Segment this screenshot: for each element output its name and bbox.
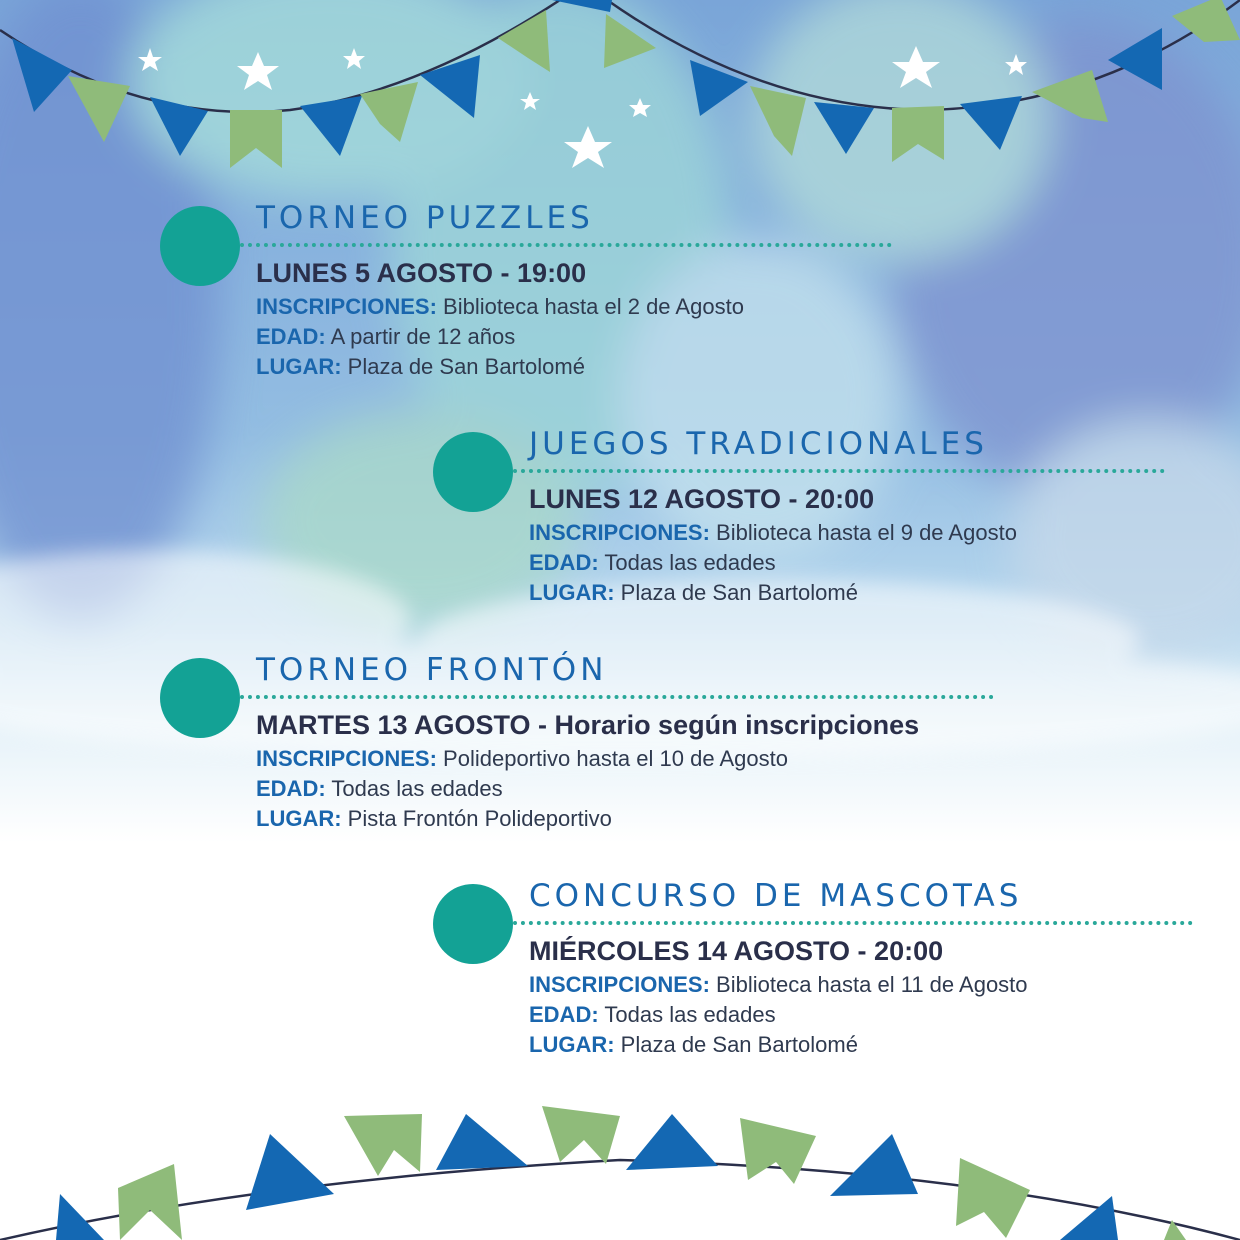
edad-value: Todas las edades bbox=[604, 550, 776, 575]
teal-dot-icon bbox=[433, 432, 513, 512]
edad-label: EDAD: bbox=[529, 1002, 599, 1027]
event-inscripciones bbox=[529, 520, 1017, 546]
event-date: MARTES 13 AGOSTO - Horario según inscripciones bbox=[256, 710, 920, 740]
edad-value: Todas las edades bbox=[331, 776, 503, 801]
edad-value: Todas las edades bbox=[604, 1002, 776, 1027]
teal-dot-icon bbox=[160, 206, 240, 286]
event-inscripciones bbox=[256, 746, 788, 772]
event-edad bbox=[256, 324, 515, 350]
dotted-divider bbox=[240, 695, 994, 699]
event-edad bbox=[529, 550, 776, 576]
edad-value: A partir de 12 años bbox=[330, 324, 516, 349]
inscripciones-label: INSCRIPCIONES: bbox=[256, 746, 437, 771]
lugar-value: Plaza de San Bartolomé bbox=[620, 1032, 858, 1057]
event-title: TORNEO FRONTÓN bbox=[256, 652, 608, 688]
event-lugar bbox=[256, 354, 585, 380]
inscripciones-value: Polideportivo hasta el 10 de Agosto bbox=[443, 746, 788, 771]
dotted-divider bbox=[240, 243, 892, 247]
edad-label: EDAD: bbox=[256, 776, 326, 801]
event-inscripciones bbox=[529, 972, 1028, 998]
event-edad bbox=[256, 776, 503, 802]
lugar-label: LUGAR: bbox=[256, 806, 342, 831]
teal-dot-icon bbox=[160, 658, 240, 738]
lugar-value: Pista Frontón Polideportivo bbox=[347, 806, 612, 831]
event-lugar bbox=[529, 1032, 858, 1058]
event-lugar bbox=[529, 580, 858, 606]
lugar-value: Plaza de San Bartolomé bbox=[620, 580, 858, 605]
inscripciones-value: Biblioteca hasta el 9 de Agosto bbox=[716, 520, 1017, 545]
lugar-label: LUGAR: bbox=[529, 580, 615, 605]
edad-label: EDAD: bbox=[256, 324, 326, 349]
event-lugar bbox=[256, 806, 612, 832]
lugar-value: Plaza de San Bartolomé bbox=[347, 354, 585, 379]
inscripciones-label: INSCRIPCIONES: bbox=[529, 972, 710, 997]
event-title: CONCURSO DE MASCOTAS bbox=[529, 878, 1023, 914]
event-date: LUNES 12 AGOSTO - 20:00 bbox=[529, 484, 875, 514]
edad-label: EDAD: bbox=[529, 550, 599, 575]
lugar-label: LUGAR: bbox=[529, 1032, 615, 1057]
inscripciones-value: Biblioteca hasta el 11 de Agosto bbox=[716, 972, 1028, 997]
inscripciones-label: INSCRIPCIONES: bbox=[256, 294, 437, 319]
event-edad bbox=[529, 1002, 776, 1028]
event-title: JUEGOS TRADICIONALES bbox=[529, 426, 988, 462]
inscripciones-value: Biblioteca hasta el 2 de Agosto bbox=[443, 294, 744, 319]
dotted-divider bbox=[513, 921, 1193, 925]
event-title: TORNEO PUZZLES bbox=[256, 200, 594, 236]
event-inscripciones bbox=[256, 294, 744, 320]
event-date: LUNES 5 AGOSTO - 19:00 bbox=[256, 258, 587, 288]
teal-dot-icon bbox=[433, 884, 513, 964]
event-date: MIÉRCOLES 14 AGOSTO - 20:00 bbox=[529, 936, 944, 966]
dotted-divider bbox=[513, 469, 1165, 473]
lugar-label: LUGAR: bbox=[256, 354, 342, 379]
inscripciones-label: INSCRIPCIONES: bbox=[529, 520, 710, 545]
